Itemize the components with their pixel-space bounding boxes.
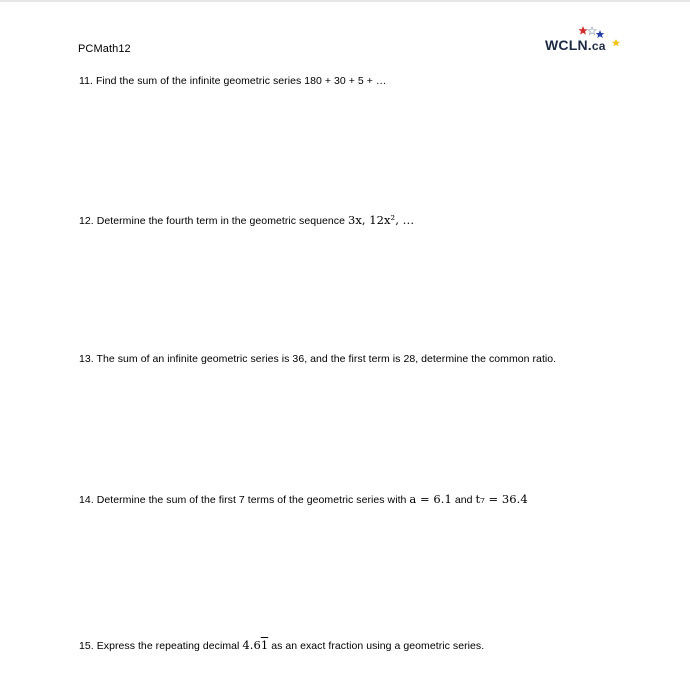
question-number: 13. xyxy=(79,353,94,365)
course-title: PCMath12 xyxy=(78,43,131,55)
question-14 xyxy=(79,492,528,506)
question-text: Determine the fourth term in the geometric sequence xyxy=(96,215,345,227)
logo-text: WCLN.ca xyxy=(545,37,606,53)
question-15 xyxy=(79,638,484,652)
question-number: 15. xyxy=(79,640,94,652)
question-text: Find the sum of the infinite geometric series 180 + 30 + 5 + … xyxy=(95,75,387,87)
question-text: Express the repeating decimal xyxy=(96,640,240,652)
question-13 xyxy=(79,353,556,365)
question-11 xyxy=(79,75,387,87)
question-number: 11. xyxy=(79,75,93,87)
math-repeating-decimal: 4.61 xyxy=(242,638,269,652)
question-text-and: and xyxy=(454,494,473,506)
question-text: Determine the sum of the first 7 terms of the geometric series with xyxy=(96,494,407,506)
wcln-logo xyxy=(545,26,625,58)
math-first-term: a = 6.1 xyxy=(409,492,452,506)
question-math: 3x, 12x², … xyxy=(347,213,415,227)
math-seventh-term: t₇ = 36.4 xyxy=(475,492,528,506)
repeating-digit: 1 xyxy=(260,638,269,652)
question-text: The sum of an infinite geometric series is 36, and the first term is 28, determine the common ratio. xyxy=(96,353,557,365)
question-number: 12. xyxy=(79,215,94,227)
question-number: 14. xyxy=(79,494,94,506)
top-border xyxy=(0,0,690,2)
question-12 xyxy=(79,213,414,227)
question-text-after: as an exact fraction using a geometric series. xyxy=(271,640,485,652)
